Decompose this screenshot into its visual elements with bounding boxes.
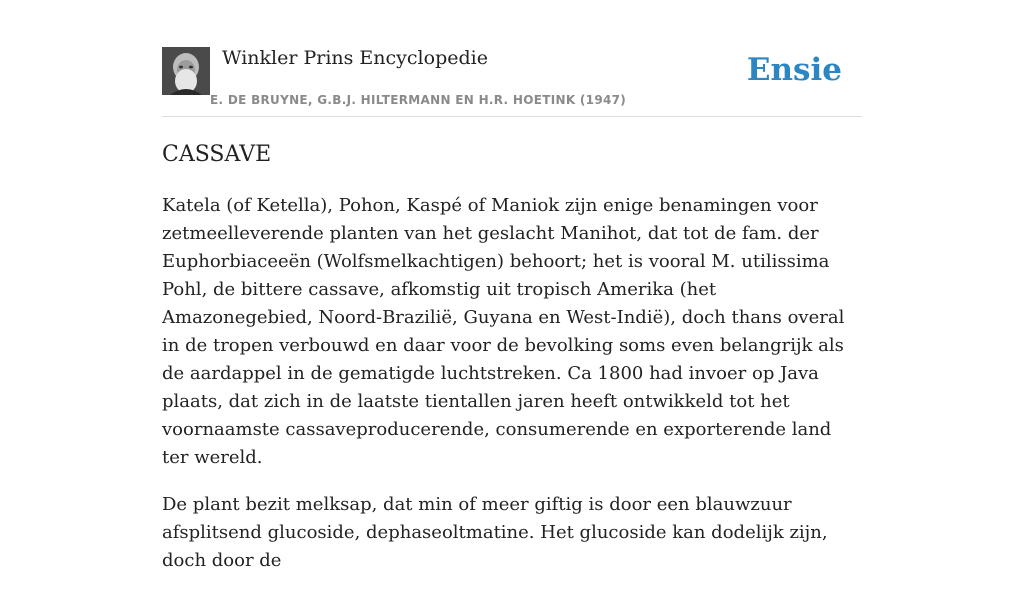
site-subtitle: E. DE BRUYNE, G.B.J. HILTERMANN EN H.R. HOETINK (1947) (210, 93, 627, 107)
author-avatar (162, 47, 210, 95)
site-header (162, 46, 862, 117)
article-paragraph: Katela (of Ketella), Pohon, Kaspé of Maniok zijn enige benamingen voor zetmeelleverende planten van het geslacht Manihot, dat tot de fam. der Euphorbiaceeën (Wolfsmelkachtigen) behoort; het is vooral M. utilissima Pohl, de bittere cassave, afkomstig uit tropisch Amerika (het Amazonegebied, Noord-Brazilië, Guyana en West-Indië), doch thans overal in de tropen verbouwd en daar voor de bevolking soms even belangrijk als de aardappel in de gematigde luchtstreken. Ca 1800 had invoer op Java plaats, dat zich in de laatste tientallen jaren heeft ontwikkeld tot het voornaamste cassaveproducerende, consumerende en exporterende land ter wereld. (162, 195, 845, 468)
article-body (162, 192, 862, 594)
article-title: CASSAVE (162, 142, 272, 167)
brand-logo[interactable]: Ensie (746, 52, 842, 88)
article-paragraph: De plant bezit melksap, dat min of meer giftig is door een blauwzuur afsplitsend glucoside, dephaseoltmatine. Het glucoside kan dodelijk zijn, doch door de (162, 494, 828, 571)
site-title[interactable]: Winkler Prins Encyclopedie (222, 47, 488, 69)
